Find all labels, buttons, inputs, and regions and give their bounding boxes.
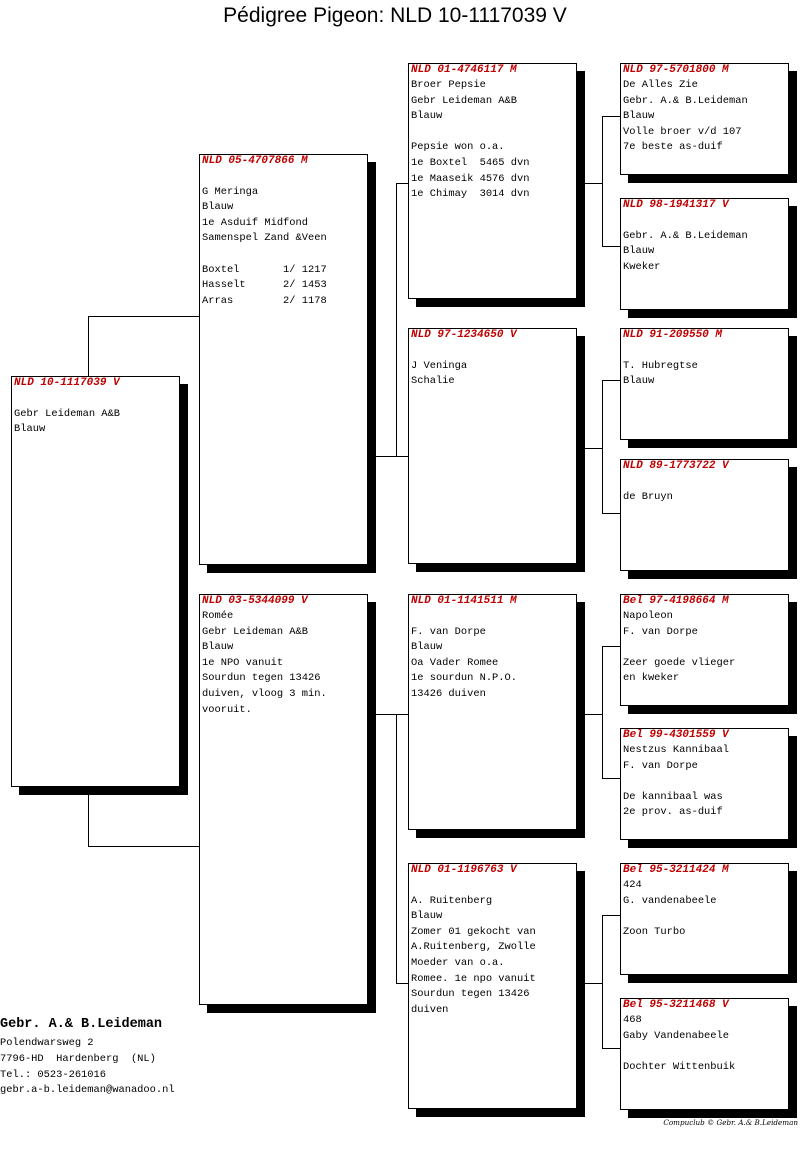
detail-line: Gebr Leideman A&B [202, 625, 309, 638]
pigeon-card-mother-father [408, 594, 577, 830]
detail-line: Zeer goede vlieger [623, 656, 736, 669]
detail-line: 468 [623, 1014, 642, 1026]
detail-line [411, 125, 574, 141]
pigeon-card-ff-mother [620, 198, 789, 310]
connector-line [602, 915, 620, 916]
ring-number: Bel 95-3211468 V [623, 999, 729, 1011]
owner-email[interactable]: gebr.a-b.leideman@wanadoo.nl [0, 1084, 175, 1097]
pigeon-details [623, 1013, 786, 1075]
pigeon-details [411, 878, 574, 1018]
connector-line [602, 380, 603, 513]
detail-line: G Meringa [202, 185, 259, 198]
detail-line: 2e prov. as-duif [623, 806, 723, 819]
detail-line: 1e NPO vanuit [202, 656, 284, 669]
detail-line: Nestzus Kannibaal [623, 744, 730, 756]
footer-credit: Compuclub © Gebr. A.& B.Leideman [663, 1118, 798, 1127]
connector-line [396, 983, 408, 984]
detail-line [411, 878, 574, 894]
detail-line [202, 247, 365, 263]
owner-name: Gebr. A.& B.Leideman [0, 1017, 163, 1032]
detail-line: J Veninga [411, 359, 468, 372]
detail-line: Gebr. A.& B.Leideman [623, 94, 748, 107]
pigeon-details [623, 743, 786, 821]
detail-line: Schalie [411, 375, 455, 388]
pigeon-card-mother-mother [408, 863, 577, 1109]
detail-line [411, 343, 574, 359]
connector-line [602, 246, 620, 247]
pigeon-card-subject [11, 376, 180, 787]
connector-line [602, 778, 620, 779]
detail-line: Blauw [411, 641, 443, 654]
ring-number: NLD 10-1117039 V [14, 377, 120, 389]
pigeon-card-father-father [408, 63, 577, 299]
owner-address-street: Polendwarsweg 2 [0, 1037, 94, 1049]
detail-line: De kannibaal was [623, 790, 723, 803]
ring-number: NLD 01-4746117 M [411, 64, 517, 76]
detail-line [202, 169, 365, 185]
detail-line: en kweker [623, 672, 680, 685]
detail-line: A. Ruitenberg [411, 894, 493, 907]
connector-line [602, 116, 620, 117]
detail-line: Blauw [411, 110, 443, 123]
detail-line: Gebr Leideman A&B [411, 94, 518, 107]
connector-line [396, 183, 397, 457]
ring-number: NLD 01-1141511 M [411, 595, 517, 607]
detail-line: De Alles Zie [623, 79, 698, 91]
detail-line: de Bruyn [623, 490, 673, 503]
connector-line [396, 183, 408, 184]
detail-line: Sourdun tegen 13426 [202, 672, 321, 685]
pigeon-details [623, 343, 786, 390]
detail-line: Gaby Vandenabeele [623, 1029, 730, 1042]
detail-line: Broer Pepsie [411, 79, 486, 91]
ring-number: Bel 95-3211424 M [623, 864, 729, 876]
detail-line [623, 640, 786, 656]
detail-line [623, 213, 786, 229]
connector-line [88, 846, 200, 847]
detail-line: Blauw [14, 423, 46, 436]
detail-line: Gebr. A.& B.Leideman [623, 229, 748, 242]
detail-line: F. van Dorpe [623, 759, 698, 772]
detail-line: 424 [623, 879, 642, 891]
ring-number: NLD 01-1196763 V [411, 864, 517, 876]
pigeon-details [14, 391, 177, 438]
detail-line [623, 1044, 786, 1060]
detail-line [411, 609, 574, 625]
ring-number: NLD 05-4707866 M [202, 155, 308, 167]
connector-line [88, 787, 89, 847]
detail-line: 1e sourdun N.P.O. [411, 672, 518, 685]
connector-line [396, 714, 408, 715]
detail-line: Kweker [623, 260, 661, 273]
pigeon-card-mm-mother [620, 998, 789, 1110]
detail-line [623, 343, 786, 359]
detail-line: Arras 2/ 1178 [202, 294, 327, 307]
pigeon-card-mf-mother [620, 728, 789, 840]
detail-line: Blauw [411, 910, 443, 923]
pigeon-details [411, 609, 574, 703]
detail-line: Zoon Turbo [623, 925, 686, 938]
detail-line: duiven [411, 1003, 449, 1016]
detail-line: duiven, vloog 3 min. [202, 687, 327, 700]
pigeon-card-father [199, 154, 368, 565]
detail-line: Sourdun tegen 13426 [411, 988, 530, 1001]
connector-line [88, 316, 200, 317]
detail-line: Romée [202, 610, 234, 622]
detail-line: Blauw [202, 201, 234, 214]
detail-line: F. van Dorpe [411, 625, 486, 638]
detail-line: Boxtel 1/ 1217 [202, 263, 327, 276]
connector-line [396, 456, 408, 457]
detail-line: Blauw [623, 245, 655, 258]
connector-line [602, 380, 620, 381]
owner-info [0, 1016, 300, 1099]
detail-line: F. van Dorpe [623, 625, 698, 638]
detail-line: T. Hubregtse [623, 359, 698, 372]
detail-line [623, 774, 786, 790]
pigeon-card-mm-father [620, 863, 789, 975]
ring-number: NLD 98-1941317 V [623, 199, 729, 211]
pigeon-card-mother [199, 594, 368, 1005]
ring-number: NLD 97-5701800 M [623, 64, 729, 76]
detail-line: 13426 duiven [411, 687, 486, 700]
pigeon-details [202, 609, 365, 718]
detail-line: 1e Chimay 3014 dvn [411, 188, 530, 201]
detail-line: vooruit. [202, 703, 252, 716]
detail-line: 7e beste as-duif [623, 141, 723, 154]
connector-line [602, 513, 620, 514]
ring-number: Bel 97-4198664 M [623, 595, 729, 607]
detail-line: A.Ruitenberg, Zwolle [411, 941, 536, 954]
pigeon-card-fm-mother [620, 459, 789, 571]
pigeon-details [623, 878, 786, 940]
detail-line [623, 909, 786, 925]
detail-line: Gebr Leideman A&B [14, 407, 121, 420]
detail-line [14, 391, 177, 407]
pigeon-details [623, 213, 786, 275]
owner-phone: Tel.: 0523-261016 [0, 1068, 107, 1081]
pigeon-details [202, 169, 365, 309]
connector-line [602, 646, 620, 647]
detail-line: Blauw [202, 641, 234, 654]
pigeon-details [411, 343, 574, 390]
ring-number: NLD 91-209550 M [623, 329, 723, 341]
connector-line [602, 646, 603, 778]
connector-line [88, 316, 89, 377]
detail-line: Zomer 01 gekocht van [411, 925, 536, 938]
detail-line [623, 474, 786, 490]
connector-line [602, 1048, 620, 1049]
detail-line: Romee. 1e npo vanuit [411, 972, 536, 985]
detail-line: 1e Maaseik 4576 dvn [411, 172, 530, 185]
detail-line: Samenspel Zand &Veen [202, 232, 327, 245]
pigeon-details [411, 78, 574, 203]
pigeon-card-ff-father [620, 63, 789, 175]
detail-line: Volle broer v/d 107 [623, 125, 742, 138]
detail-line: Dochter Wittenbuik [623, 1060, 736, 1073]
detail-line: Napoleon [623, 610, 673, 622]
ring-number: NLD 03-5344099 V [202, 595, 308, 607]
ring-number: NLD 89-1773722 V [623, 460, 729, 472]
page-title: Pédigree Pigeon: NLD 10-1117039 V [223, 4, 567, 27]
detail-line: Moeder van o.a. [411, 956, 505, 969]
detail-line: Hasselt 2/ 1453 [202, 279, 327, 292]
detail-line: Blauw [623, 110, 655, 123]
detail-line: Blauw [623, 375, 655, 388]
pigeon-card-mf-father [620, 594, 789, 706]
ring-number: NLD 97-1234650 V [411, 329, 517, 341]
owner-address-city: 7796-HD Hardenberg (NL) [0, 1052, 156, 1065]
pigeon-details [623, 609, 786, 687]
connector-line [396, 714, 397, 984]
detail-line: G. vandenabeele [623, 894, 717, 907]
connector-line [602, 116, 603, 246]
pigeon-details [623, 78, 786, 156]
detail-line: Pepsie won o.a. [411, 141, 505, 154]
ring-number: Bel 99-4301559 V [623, 729, 729, 741]
detail-line: 1e Asduif Midfond [202, 216, 309, 229]
pigeon-details [623, 474, 786, 505]
connector-line [602, 915, 603, 1048]
pigeon-card-father-mother [408, 328, 577, 564]
detail-line: Oa Vader Romee [411, 656, 499, 669]
pigeon-card-fm-father [620, 328, 789, 440]
detail-line: 1e Boxtel 5465 dvn [411, 156, 530, 169]
